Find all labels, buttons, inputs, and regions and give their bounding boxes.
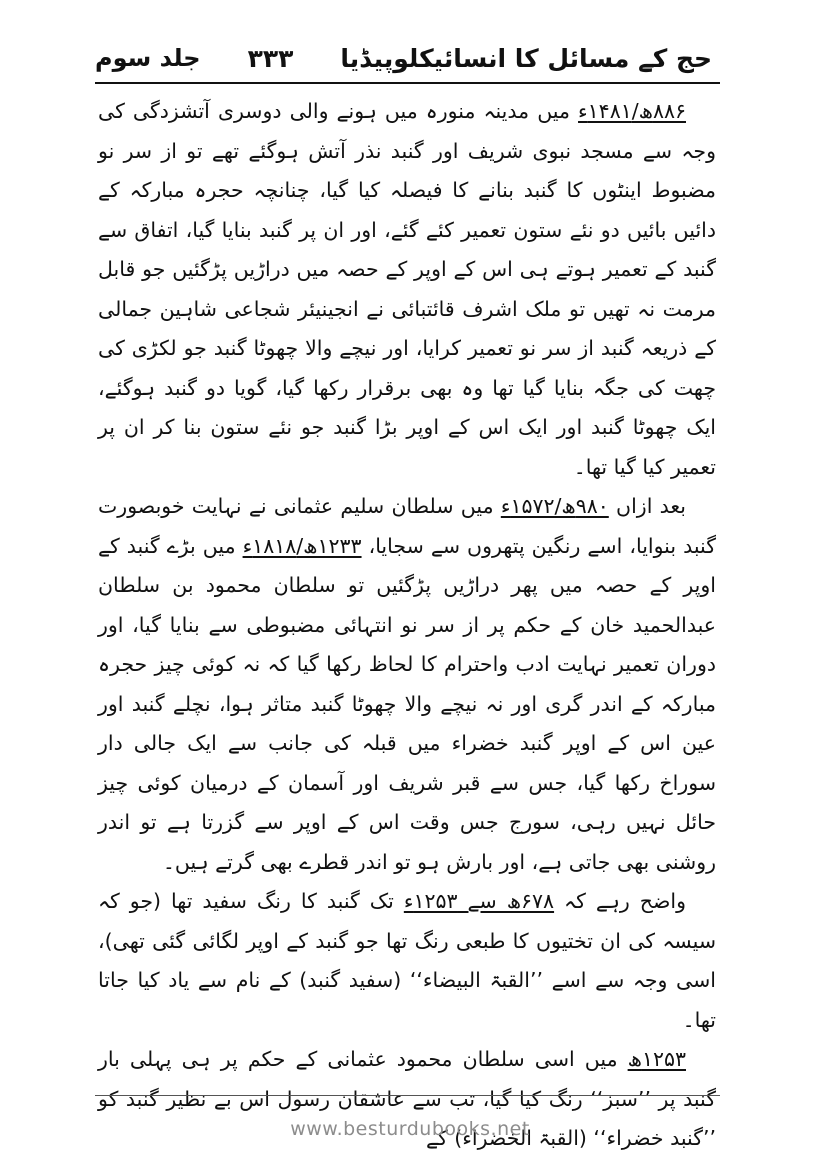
date-reference: ۹۸۰ھ/۱۵۷۲ء bbox=[500, 494, 609, 518]
text-segment: میں سلطان سلیم عثمانی نے نہایت خوبصورت گنبد بنوایا، اسے رنگین پتھروں سے سجایا، bbox=[98, 494, 716, 558]
text-segment: میں مدینہ منورہ میں ہونے والی دوسری آتشزدگی کی وجہ سے مسجد نبوی شریف اور گنبد نذر آتش ہوگئے تھے تو از سر نو مضبوط اینٹوں کا گنبد بنانے کا فیصلہ کیا گیا، چنانچہ حجرہ مبارکہ کے دائیں بائیں دو نئے ستون تعمیر کئے گئے، اور ان پر گنبد بنایا گیا، اتفاق سے گنبد کے تعمیر ہوتے ہی اس کے اوپر کے حصہ میں دراڑیں پڑگئیں جو قابل مرمت نہ تھیں تو ملک اشرف قائتبائی نے انجینیئر شجاعی شاہین جمالی کے ذریعہ گنبد از سر نو تعمیر کرایا، اور نیچے والا چھوٹا گنبد جو لکڑی کی چھت کی جگہ بنایا گیا تھا وہ بھی برقرار رکھا گیا، گویا دو گنبد ہوگئے، ایک چھوٹا گنبد اور ایک اس کے اوپر بڑا گنبد جو نئے ستون بنا کر ان پر تعمیر کیا گیا تھا۔ bbox=[98, 99, 716, 479]
date-reference: ۸۸۶ھ/۱۴۸۱ء bbox=[578, 99, 686, 123]
date-reference: ۱۲۵۳ھ bbox=[627, 1047, 686, 1071]
date-reference: ۶۷۸ھ سے ۱۲۵۳ء bbox=[403, 889, 555, 913]
header-rule bbox=[95, 82, 720, 84]
text-segment: میں اسی سلطان محمود عثمانی کے حکم پر ہی پہلی بار گنبد پر ’’سبز‘‘ رنگ کیا گیا، تب سے عاشقان رسول اس بے نظیر گنبد کو ’’گنبد خضراء‘‘ (القبۃ الخضراء) کے bbox=[98, 1047, 716, 1150]
text-segment: واضح رہے کہ bbox=[554, 889, 686, 913]
body-text bbox=[98, 92, 716, 1159]
paragraph bbox=[98, 1040, 716, 1159]
date-reference: ۱۲۳۳ھ/۱۸۱۸ء bbox=[242, 533, 362, 558]
text-segment: تک گنبد کا رنگ سفید تھا (جو کہ سیسہ کی ان تختیوں کا طبعی رنگ تھا جو گنبد کے اوپر لگائی گئی تھی)، اسی وجہ سے اسے ’’القبۃ البیضاء‘‘ (سفید گنبد) کے نام سے یاد کیا جاتا تھا۔ bbox=[98, 889, 716, 1032]
paragraph bbox=[98, 882, 716, 1040]
footer-rule bbox=[95, 1095, 720, 1096]
footer-url: www.besturdubooks.net bbox=[290, 1118, 530, 1140]
text-segment: میں بڑے گنبد کے اوپر کے حصہ میں پھر دراڑیں پڑگئیں تو سلطان محمود بن سلطان عبدالحمید خان کے حکم پر از سر نو انتہائی مضبوطی سے بنایا گیا، اور دوران تعمیر نہایت ادب واحترام کا لحاظ رکھا گیا کہ نہ کوئی چیز حجرہ مبارکہ کے اندر گری اور نہ نیچے والا چھوٹا گنبد متاثر ہوا، نچلے گنبد اور عین اس کے اوپر گنبد خضراء میں قبلہ کی جانب سے ایک جالی دار سوراخ رکھا گیا، جس سے قبر شریف اور آسمان کے درمیان کوئی چیز حائل نہیں رہی، سورج جس وقت اس کے اوپر سے گزرتا ہے تو اندر روشنی بھی جاتی ہے، اور بارش ہو تو اندر قطرے بھی گرتے ہیں۔ bbox=[98, 533, 716, 874]
volume-label: جلد سوم bbox=[95, 44, 201, 72]
text-segment: بعد ازاں bbox=[608, 494, 686, 518]
paragraph bbox=[98, 487, 716, 882]
page-number: ۳۳۳ bbox=[247, 43, 294, 73]
paragraph bbox=[98, 92, 716, 487]
page-header bbox=[95, 38, 712, 78]
book-title: حج کے مسائل کا انسائیکلوپیڈیا bbox=[340, 43, 712, 73]
